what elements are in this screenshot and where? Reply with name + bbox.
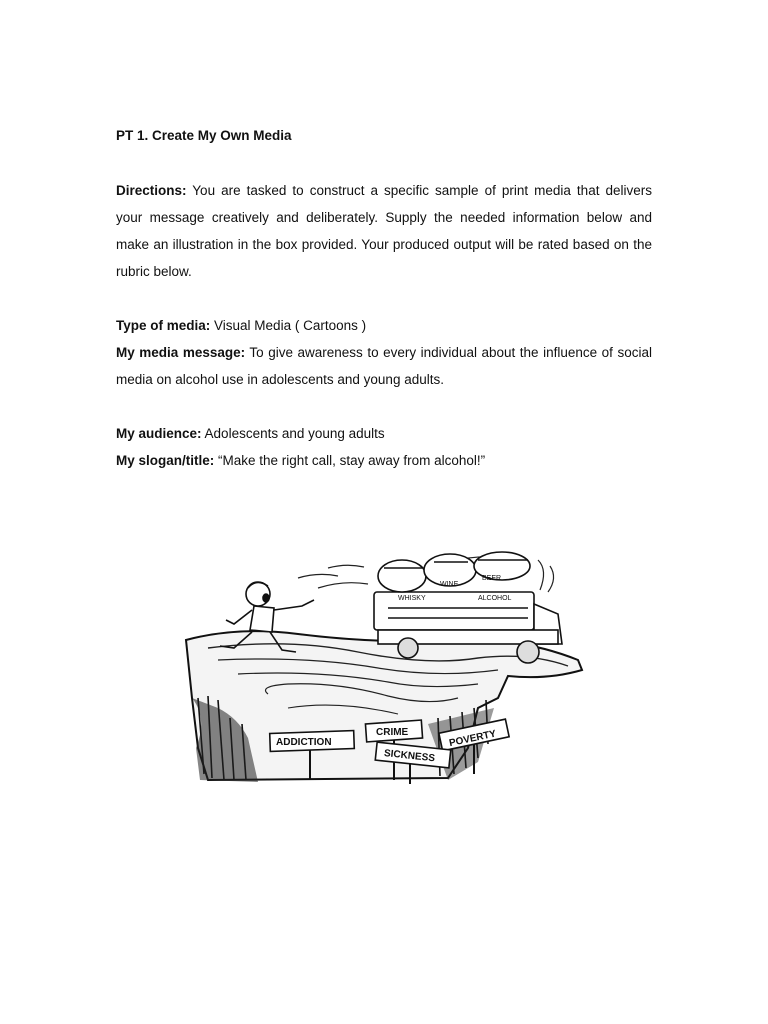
media-message-label: My media message: xyxy=(116,345,246,360)
media-message-value: To give awareness to every individual about the influence of social media on alcohol use in adolescents and young adults. xyxy=(116,345,652,387)
cartoon-illustration xyxy=(178,548,592,788)
audience-line xyxy=(116,420,652,447)
audience-label: My audience: xyxy=(116,426,202,441)
sign-crime-label: CRIME xyxy=(376,727,409,738)
slogan-label: My slogan/title: xyxy=(116,453,215,468)
sign-addiction-label: ADDICTION xyxy=(276,737,332,748)
slogan-line xyxy=(116,447,652,474)
sign-poverty-label: POVERTY xyxy=(448,728,498,750)
page-title: PT 1. Create My Own Media xyxy=(116,128,292,143)
type-of-media-label: Type of media: xyxy=(116,318,211,333)
type-of-media-value: Visual Media ( Cartoons ) xyxy=(214,318,367,333)
slogan-value: “Make the right call, stay away from alcohol!” xyxy=(218,453,486,468)
directions-label: Directions: xyxy=(116,183,187,198)
audience-value: Adolescents and young adults xyxy=(204,426,385,441)
sign-sickness-label: SICKNESS xyxy=(383,747,436,765)
directions-paragraph xyxy=(116,177,652,285)
truck-label-whisky: WHISKY xyxy=(398,595,426,602)
type-of-media-line xyxy=(116,312,652,339)
truck-label-wine: WINE xyxy=(440,581,459,588)
truck-label-beer: BEER xyxy=(482,575,502,582)
truck-label-alcohol: ALCOHOL xyxy=(478,595,512,602)
media-message-paragraph xyxy=(116,339,652,393)
directions-text: You are tasked to construct a specific sample of print media that delivers your message creatively and deliberately. Supply the needed information below and make an illustration in the box provided. Your produced output will be rated based on the rubric below. xyxy=(116,183,652,279)
